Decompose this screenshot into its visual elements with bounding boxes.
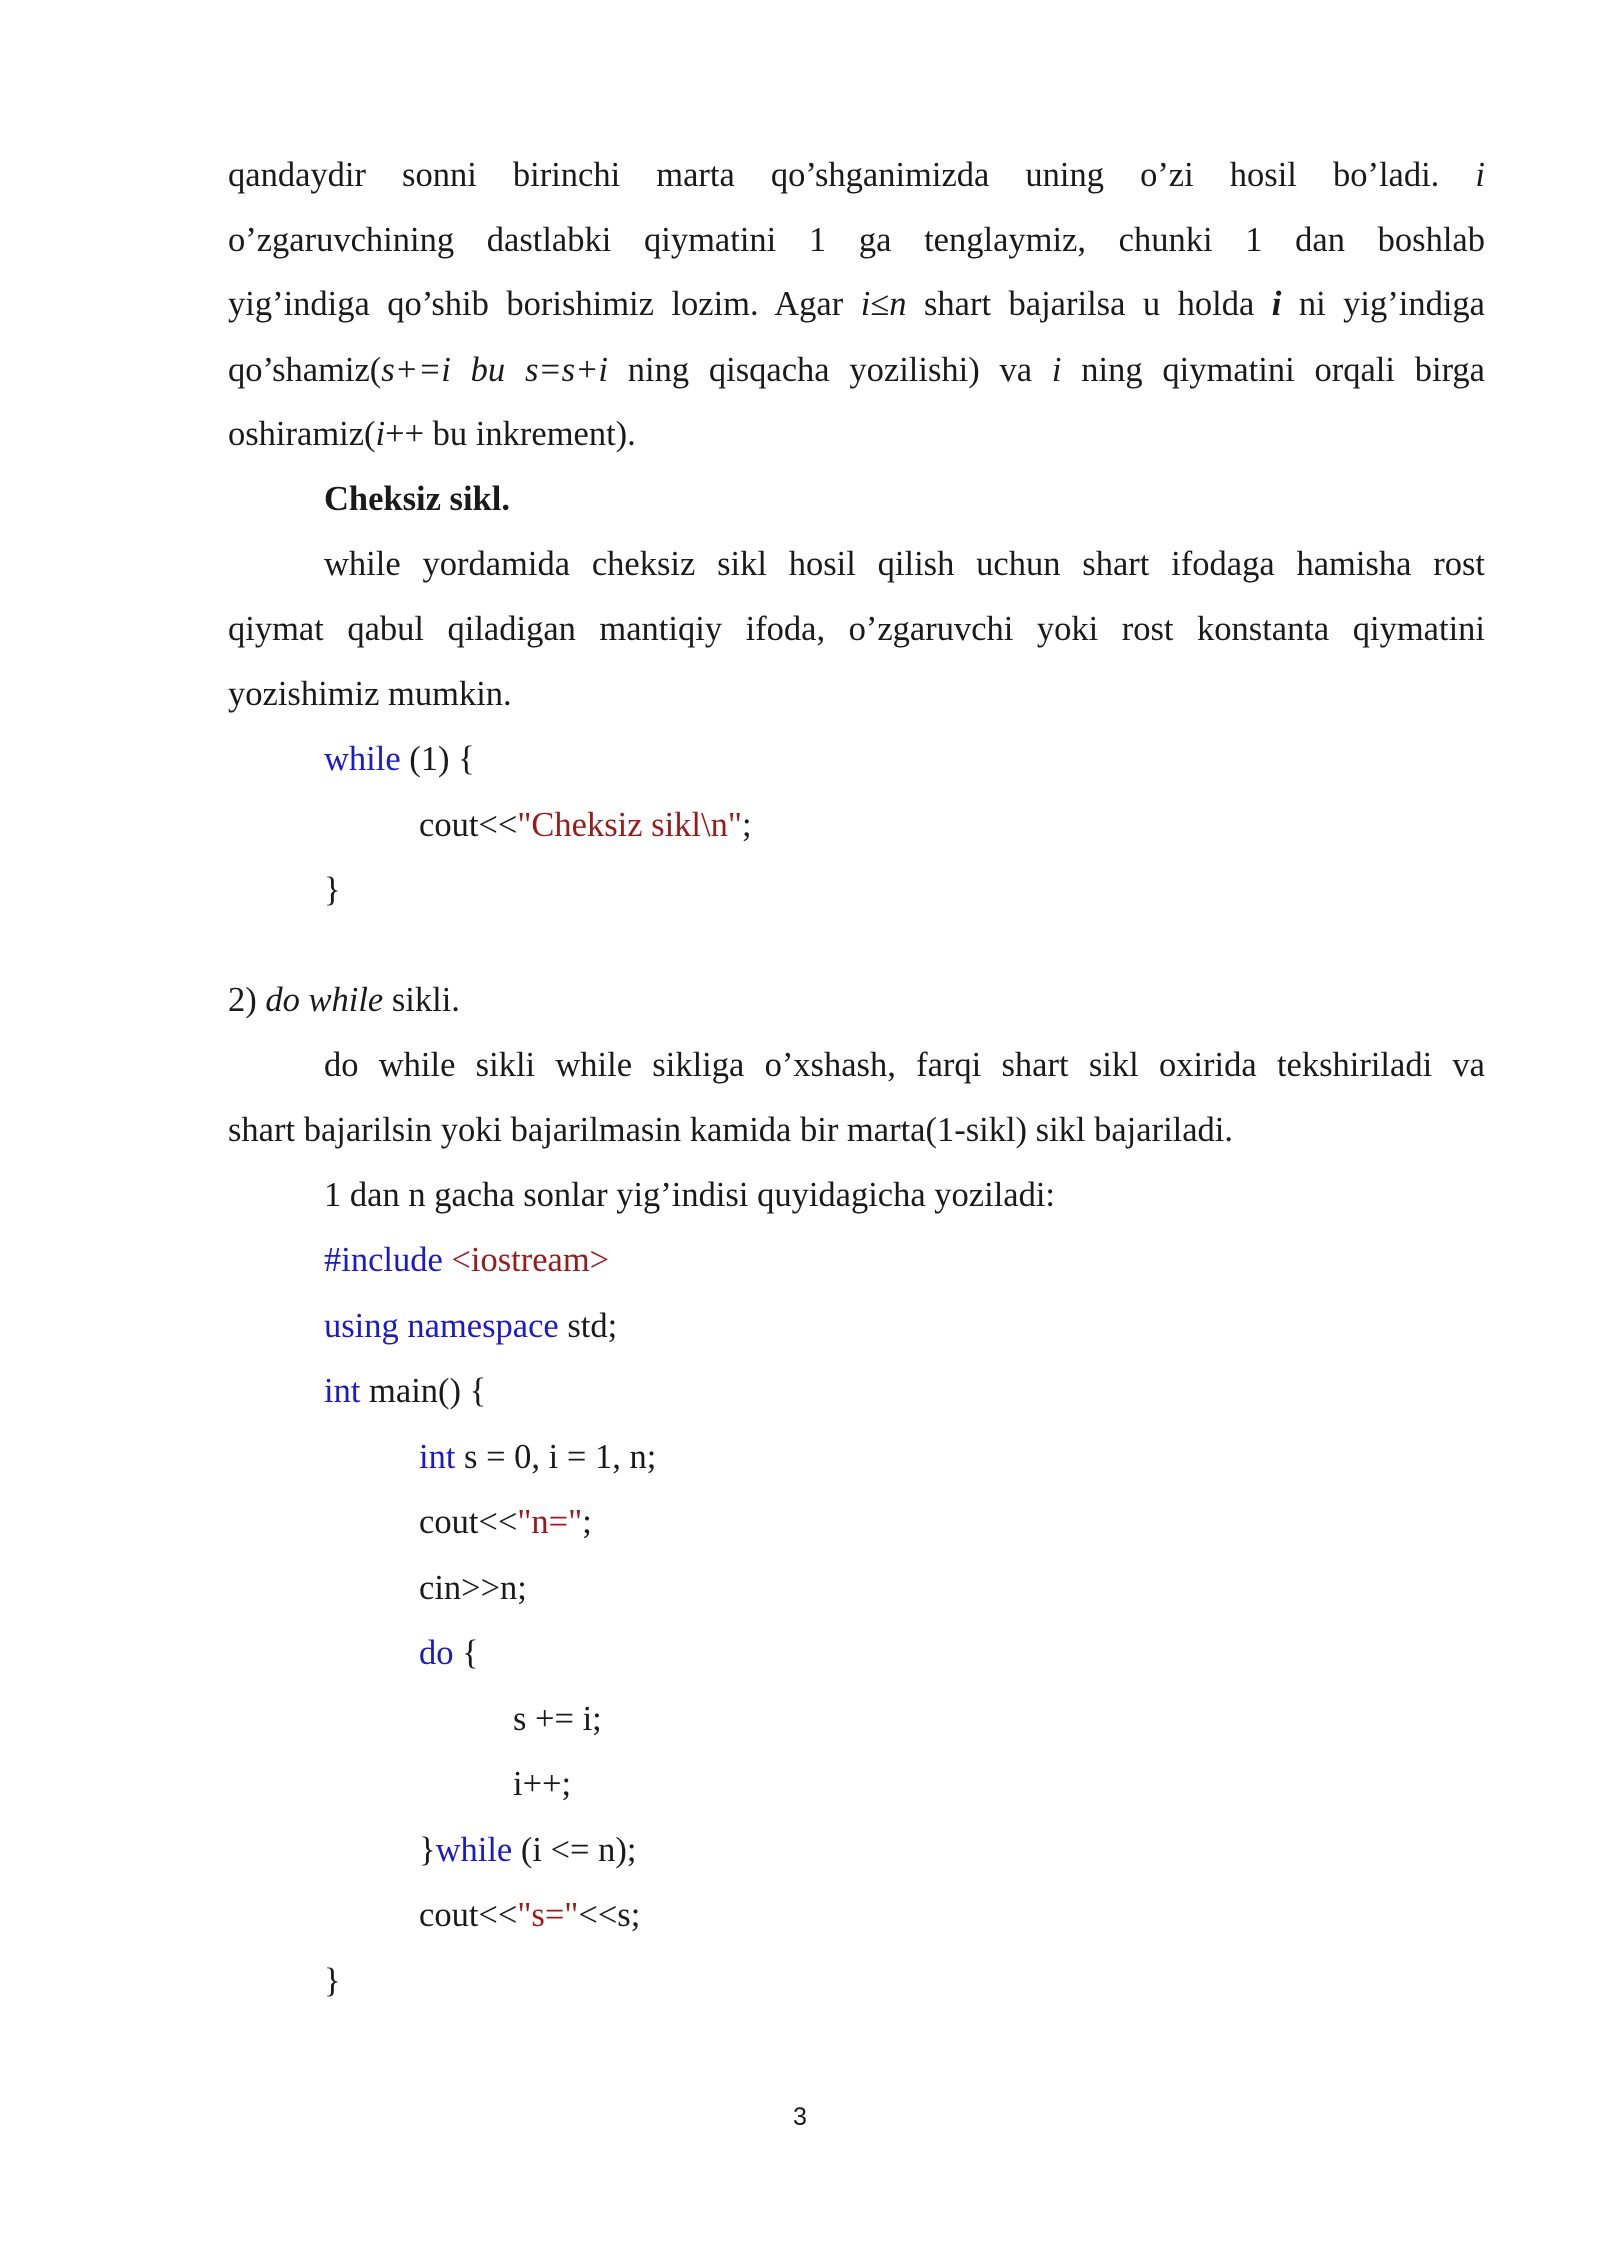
string-literal: "s=" — [517, 1896, 579, 1934]
paragraph-line — [228, 220, 1485, 260]
code-line: cin>>n; — [419, 1569, 527, 1607]
text-run: oshiramiz( — [228, 415, 376, 453]
section-heading: Cheksiz sikl. — [324, 480, 510, 518]
keyword: do — [419, 1634, 454, 1672]
code-line: } — [324, 871, 341, 909]
text-run: shart bajarilsa u holda — [906, 285, 1272, 323]
keyword: while — [324, 740, 401, 778]
condition-text: i≤n — [860, 285, 907, 323]
code-text: cout<< — [419, 806, 518, 844]
code-text: ; — [741, 806, 752, 844]
paragraph-line: qiymat qabul qiladigan mantiqiy ifoda, o’zgaruvchi yoki rost konstanta qiymatini — [228, 610, 1485, 648]
section-heading — [228, 980, 1485, 1020]
text-run: qandaydir sonni birinchi marta qo’shganimizda uning o’zi hosil bo’ladi. — [228, 156, 1440, 194]
code-line — [419, 1633, 1600, 1673]
paragraph-line — [228, 284, 1485, 324]
string-literal: "n=" — [517, 1503, 583, 1541]
code-line — [419, 1895, 1600, 1935]
string-literal: <iostream> — [451, 1241, 610, 1279]
code-line — [324, 739, 1581, 779]
code-line — [324, 1306, 1581, 1346]
loop-name: do while — [265, 981, 384, 1019]
paragraph-line: yozishimiz mumkin. — [228, 675, 512, 713]
page-number: 3 — [793, 2103, 807, 2131]
code-text: cout<< — [419, 1503, 518, 1541]
text-run: 2) — [228, 981, 266, 1019]
code-line — [324, 1240, 1581, 1280]
code-text: <<s; — [578, 1896, 641, 1934]
inline-code: s+=i bu s=s+i — [381, 351, 608, 389]
code-text: (i <= n); — [512, 1831, 637, 1869]
paragraph-line: do while sikli while sikliga o’xshash, farqi shart sikl oxirida tekshiriladi va — [324, 1046, 1485, 1084]
code-text: { — [453, 1634, 479, 1672]
code-line — [324, 1371, 1581, 1411]
code-text: main() { — [360, 1372, 487, 1410]
text-run: yig’indiga qo’shib borishimiz lozim. Agar — [228, 285, 861, 323]
code-text: cout<< — [419, 1896, 518, 1934]
code-text: ; — [582, 1503, 592, 1541]
code-line: } — [324, 1962, 341, 2000]
keyword: while — [435, 1831, 513, 1869]
code-line — [419, 1830, 1600, 1870]
string-literal: "Cheksiz sikl\n" — [517, 806, 742, 844]
text-run: ni yig’indiga — [1281, 285, 1485, 323]
variable-i: i — [1051, 351, 1062, 389]
code-line — [419, 1502, 1600, 1542]
code-text: std; — [558, 1307, 618, 1345]
paragraph-line — [228, 350, 1485, 390]
keyword: #include — [324, 1241, 443, 1279]
text-run: ning qisqacha yozilishi) va — [607, 351, 1052, 389]
text-run: qo’shamiz( — [228, 351, 382, 389]
code-line — [419, 1437, 1600, 1477]
code-text: } — [419, 1831, 436, 1869]
keyword: int — [419, 1438, 456, 1476]
variable-i: i — [1271, 285, 1282, 323]
variable-i: i — [375, 415, 386, 453]
paragraph-line: while yordamida cheksiz sikl hosil qilish uchun shart ifodaga hamisha rost — [324, 545, 1485, 583]
keyword: int — [324, 1372, 361, 1410]
code-text: s = 0, i = 1, n; — [455, 1438, 657, 1476]
code-text: (1) { — [400, 740, 475, 778]
paragraph-line — [228, 414, 1485, 454]
code-line: i++; — [513, 1765, 572, 1803]
code-line: s += i; — [513, 1700, 602, 1738]
text-run: o’zgaruvchining dastlabki qiymatini 1 ga tenglaymiz, chunki 1 dan boshlab — [228, 221, 1485, 259]
variable-i: i — [1475, 156, 1485, 194]
code-line — [419, 805, 1600, 845]
paragraph-line: 1 dan n gacha sonlar yig’indisi quyidagicha yoziladi: — [324, 1176, 1056, 1214]
text-run: ++ bu inkrement). — [385, 415, 636, 453]
paragraph-line — [228, 155, 1485, 195]
text-run: sikli. — [383, 981, 460, 1019]
keyword: using namespace — [324, 1307, 559, 1345]
paragraph-line: shart bajarilsin yoki bajarilmasin kamida bir marta(1-sikl) sikl bajariladi. — [228, 1111, 1234, 1149]
text-run: ning qiymatini orqali birga — [1061, 351, 1485, 389]
